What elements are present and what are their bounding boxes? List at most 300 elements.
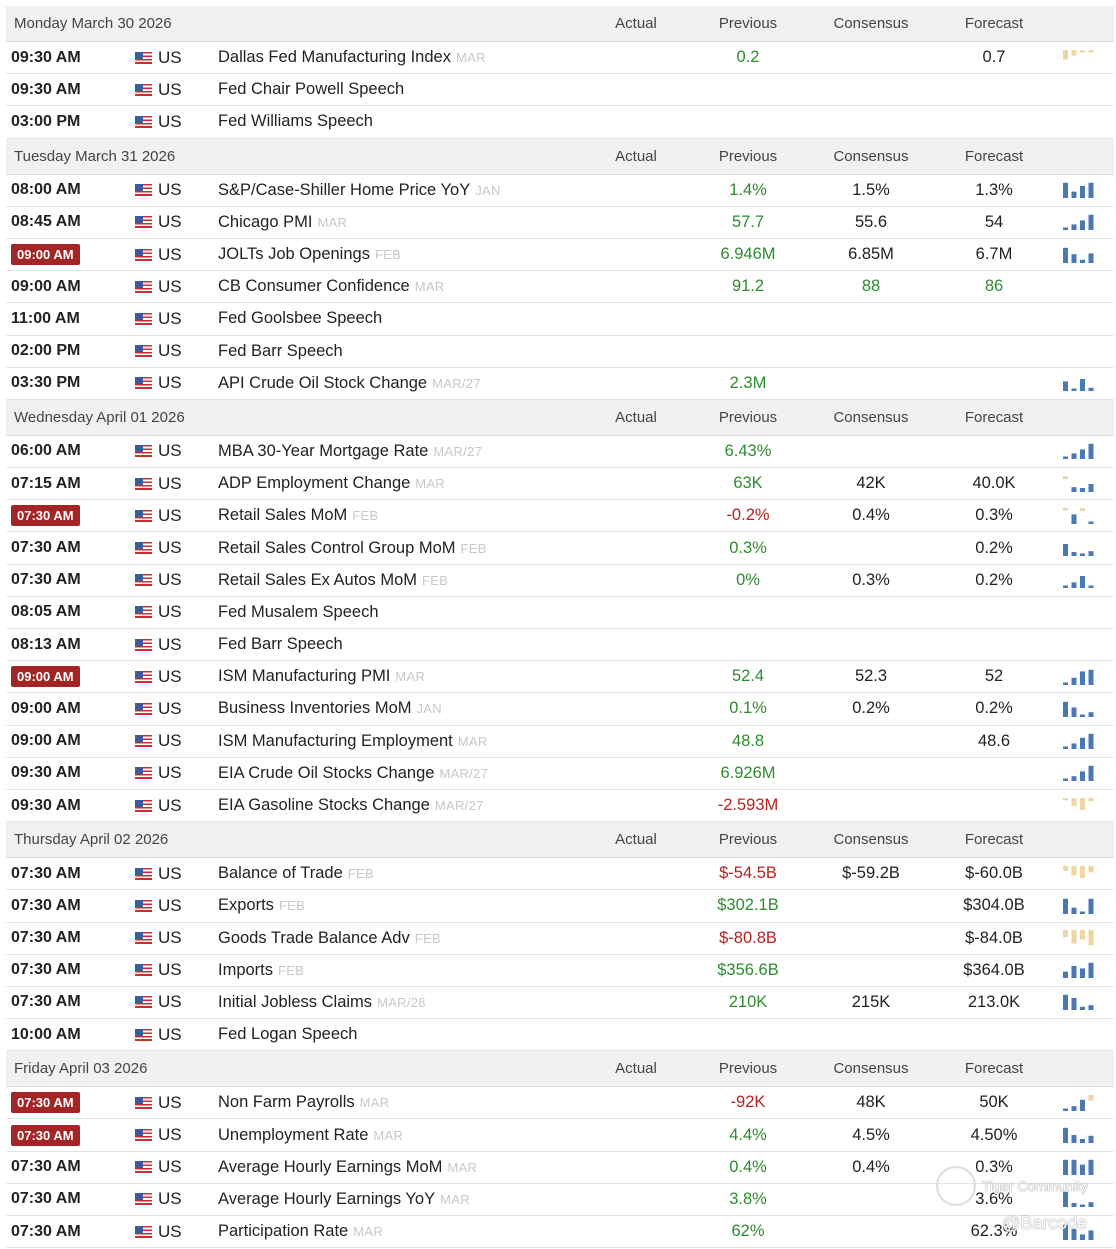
event-time: 09:30 AM (11, 764, 81, 782)
sparkline-chart[interactable] (1058, 1119, 1098, 1150)
event-name (218, 468, 445, 499)
sparkline-chart[interactable] (1058, 336, 1098, 367)
event-period: FEB (347, 866, 374, 882)
us-flag-icon (135, 790, 152, 821)
us-flag-icon (135, 1087, 152, 1118)
day-header (6, 139, 1114, 175)
sparkline-bar (1063, 995, 1068, 1010)
sparkline-bar (1063, 382, 1068, 392)
consensus-value (821, 890, 921, 921)
sparkline-bar (1080, 259, 1085, 262)
sparkline-bar (1080, 671, 1085, 685)
previous-value (698, 74, 798, 105)
event-name (218, 368, 481, 399)
event-row[interactable] (6, 790, 1114, 822)
sparkline-svg (1061, 796, 1095, 816)
consensus-value: 88 (861, 277, 881, 296)
sparkline-bar (1063, 508, 1068, 511)
event-country: US (158, 731, 182, 751)
forecast-value: 0.2% (975, 538, 1013, 557)
event-country: US (158, 373, 182, 393)
sparkline-chart[interactable] (1058, 890, 1098, 921)
us-flag-icon (135, 303, 152, 334)
event-time: 09:30 AM (11, 48, 81, 66)
event-name (218, 629, 343, 660)
us-flag-icon (135, 532, 152, 563)
event-name (218, 987, 426, 1018)
sparkline-svg (1061, 245, 1095, 265)
col-header-consensus: Consensus (833, 408, 909, 426)
event-row[interactable] (6, 106, 1114, 138)
event-name (218, 955, 304, 986)
us-flag-icon (135, 239, 152, 270)
flag-shape (135, 52, 152, 64)
previous-value: -2.593M (717, 796, 779, 815)
flag-shape (135, 281, 152, 293)
event-name-text[interactable]: Unemployment Rate (218, 1125, 369, 1144)
event-name-text[interactable]: Fed Logan Speech (218, 1025, 358, 1044)
sparkline-bar (1072, 1203, 1077, 1207)
forecast-value: 48.6 (977, 731, 1011, 750)
event-name-text[interactable]: Fed Goolsbee Speech (218, 309, 383, 328)
forecast-value: 0.3% (975, 1157, 1013, 1176)
event-name-text[interactable]: Chicago PMI (218, 212, 313, 231)
actual-value (596, 858, 676, 889)
event-country: US (158, 698, 182, 718)
sparkline-chart[interactable] (1058, 271, 1098, 302)
consensus-value: 52.3 (854, 667, 888, 686)
event-name-text[interactable]: Imports (218, 960, 274, 979)
event-row[interactable] (6, 1019, 1114, 1051)
event-time: 07:30 AM (11, 539, 81, 557)
col-header-previous: Previous (718, 1060, 778, 1078)
sparkline-bar (1072, 225, 1077, 231)
sparkline-chart[interactable] (1058, 436, 1098, 467)
us-flag-icon (135, 436, 152, 467)
sparkline-bar (1089, 899, 1094, 914)
sparkline-chart[interactable] (1058, 106, 1098, 137)
sparkline-chart[interactable] (1058, 42, 1098, 73)
consensus-value (821, 629, 921, 660)
previous-value: 0.4% (729, 1157, 767, 1176)
sparkline-bar (1089, 734, 1094, 749)
event-name-text[interactable]: MBA 30-Year Mortgage Rate (218, 441, 429, 460)
event-name (218, 923, 441, 954)
event-name-text[interactable]: S&P/Case-Shiller Home Price YoY (218, 180, 471, 199)
event-name-text[interactable]: Fed Williams Speech (218, 112, 373, 131)
sparkline-bar (1072, 707, 1077, 717)
sparkline-chart[interactable] (1058, 955, 1098, 986)
previous-value: 52.4 (731, 667, 765, 686)
event-name-text[interactable]: Goods Trade Balance Adv (218, 928, 410, 947)
consensus-value: 4.5% (852, 1125, 890, 1144)
sparkline-svg (1061, 506, 1095, 526)
sparkline-bar (1089, 484, 1094, 492)
event-period: FEB (352, 508, 379, 524)
event-row[interactable] (6, 271, 1114, 303)
sparkline-svg (1061, 667, 1095, 687)
actual-value (596, 1019, 676, 1050)
col-header-consensus: Consensus (833, 831, 909, 849)
consensus-value: $-59.2B (842, 864, 900, 883)
consensus-value: 48K (856, 1093, 886, 1112)
forecast-value (944, 597, 1044, 628)
sparkline-chart[interactable] (1058, 597, 1098, 628)
consensus-value (821, 368, 921, 399)
sparkline-chart[interactable] (1058, 468, 1098, 499)
sparkline-svg (1061, 474, 1095, 494)
event-row[interactable] (6, 42, 1114, 74)
sparkline-chart[interactable] (1058, 987, 1098, 1018)
sparkline-svg (1061, 864, 1095, 884)
event-country: US (158, 341, 182, 361)
event-period: FEB (422, 572, 449, 588)
event-name (218, 565, 448, 596)
event-time: 06:00 AM (11, 442, 81, 460)
flag-shape (135, 1097, 152, 1109)
event-name-text[interactable]: Average Hourly Earnings MoM (218, 1157, 443, 1176)
sparkline-bar (1063, 586, 1068, 589)
col-header-forecast: Forecast (964, 408, 1024, 426)
forecast-value (944, 629, 1044, 660)
actual-value (596, 1216, 676, 1247)
sparkline-bar (1080, 1205, 1085, 1208)
event-name (218, 726, 488, 757)
event-row[interactable] (6, 207, 1114, 239)
col-header-forecast: Forecast (964, 147, 1024, 165)
event-country: US (158, 212, 182, 232)
sparkline-bar (1089, 183, 1094, 198)
event-row[interactable] (6, 758, 1114, 790)
us-flag-icon (135, 1184, 152, 1215)
event-name (218, 74, 404, 105)
forecast-value (944, 106, 1044, 137)
economic-calendar (6, 6, 1114, 1248)
event-row[interactable] (6, 693, 1114, 725)
event-country: US (158, 992, 182, 1012)
consensus-value: 0.4% (852, 506, 890, 525)
event-country: US (158, 1157, 182, 1177)
event-name-text[interactable]: Fed Musalem Speech (218, 602, 379, 621)
sparkline-chart[interactable] (1058, 565, 1098, 596)
flag-shape (135, 868, 152, 880)
us-flag-icon (135, 336, 152, 367)
us-flag-icon (135, 955, 152, 986)
us-flag-icon (135, 758, 152, 789)
sparkline-bar (1080, 911, 1085, 914)
sparkline-bar (1080, 488, 1085, 492)
event-country: US (158, 505, 182, 525)
event-name-text[interactable]: ISM Manufacturing Employment (218, 731, 453, 750)
event-time: 07:30 AM (11, 929, 81, 947)
sparkline-chart[interactable] (1058, 629, 1098, 660)
sparkline-chart[interactable] (1058, 500, 1098, 531)
time-badge: 09:00 AM (11, 666, 80, 687)
event-row[interactable] (6, 890, 1114, 922)
previous-value: $-54.5B (719, 864, 777, 883)
us-flag-icon (135, 1216, 152, 1247)
previous-value: 57.7 (731, 212, 765, 231)
event-row[interactable] (6, 955, 1114, 987)
event-row[interactable] (6, 661, 1114, 693)
event-row[interactable] (6, 336, 1114, 368)
event-name-text[interactable]: JOLTs Job Openings (218, 245, 370, 264)
us-flag-icon (135, 858, 152, 889)
sparkline-chart[interactable] (1058, 303, 1098, 334)
event-period: MAR (317, 214, 348, 230)
event-name-text[interactable]: Balance of Trade (218, 864, 343, 883)
event-time: 07:30 AM (11, 864, 81, 882)
event-time: 07:30 AM (11, 1158, 81, 1176)
event-country: US (158, 863, 182, 883)
sparkline-bar (1072, 192, 1077, 198)
sparkline-chart[interactable] (1058, 726, 1098, 757)
previous-value: $356.6B (717, 960, 779, 979)
event-row[interactable] (6, 368, 1114, 400)
sparkline-bar (1072, 1106, 1077, 1111)
event-country: US (158, 180, 182, 200)
sparkline-bar (1089, 798, 1094, 801)
actual-value (596, 1152, 676, 1183)
event-name-text[interactable]: Initial Jobless Claims (218, 992, 373, 1011)
col-header-actual: Actual (615, 147, 657, 165)
event-row[interactable] (6, 858, 1114, 890)
event-name-text[interactable]: Fed Barr Speech (218, 635, 343, 654)
sparkline-chart[interactable] (1058, 790, 1098, 821)
consensus-value: 0.4% (852, 1157, 890, 1176)
sparkline-bar (1072, 744, 1077, 750)
event-name-text[interactable]: Participation Rate (218, 1222, 349, 1241)
sparkline-chart[interactable] (1058, 532, 1098, 563)
sparkline-chart[interactable] (1058, 923, 1098, 954)
event-name-text[interactable]: Exports (218, 896, 274, 915)
us-flag-icon (135, 42, 152, 73)
sparkline-svg (1061, 1157, 1095, 1177)
day-date: Tuesday March 31 2026 (14, 147, 176, 165)
event-name-text[interactable]: Fed Barr Speech (218, 341, 343, 360)
forecast-value (944, 758, 1044, 789)
sparkline-svg (1061, 441, 1095, 461)
event-row[interactable] (6, 565, 1114, 597)
event-row[interactable] (6, 923, 1114, 955)
event-name (218, 239, 401, 270)
event-country: US (158, 960, 182, 980)
sparkline-svg (1061, 960, 1095, 980)
event-row[interactable] (6, 239, 1114, 271)
sparkline-svg (1061, 538, 1095, 558)
event-name-text[interactable]: Business Inventories MoM (218, 699, 412, 718)
day-date: Monday March 30 2026 (14, 15, 172, 32)
event-name-text[interactable]: Non Farm Payrolls (218, 1093, 355, 1112)
event-row[interactable] (6, 74, 1114, 106)
sparkline-bar (1089, 1006, 1094, 1011)
sparkline-bar (1080, 866, 1085, 878)
col-header-previous: Previous (718, 831, 778, 849)
event-period: MAR (395, 669, 426, 685)
event-name-text[interactable]: CB Consumer Confidence (218, 277, 410, 296)
event-period: MAR (447, 1159, 478, 1175)
event-name-text[interactable]: ISM Manufacturing PMI (218, 667, 391, 686)
actual-value (596, 303, 676, 334)
event-time: 07:30 AM (11, 1190, 81, 1208)
us-flag-icon (135, 106, 152, 137)
event-country: US (158, 1092, 182, 1112)
flag-shape (135, 703, 152, 715)
event-country: US (158, 928, 182, 948)
event-country: US (158, 795, 182, 815)
sparkline-bar (1080, 1234, 1085, 1240)
us-flag-icon (135, 923, 152, 954)
sparkline-svg (1061, 928, 1095, 948)
col-header-actual: Actual (615, 408, 657, 426)
actual-value (596, 271, 676, 302)
event-period: MAR (457, 733, 488, 749)
previous-value: 0.2 (736, 48, 760, 67)
event-row[interactable] (6, 629, 1114, 661)
flag-shape (135, 1161, 152, 1173)
previous-value (698, 303, 798, 334)
actual-value (596, 890, 676, 921)
actual-value (596, 436, 676, 467)
sparkline-bar (1072, 998, 1077, 1010)
event-name-text[interactable]: Retail Sales Control Group MoM (218, 538, 456, 557)
flag-shape (135, 964, 152, 976)
forecast-value: 0.2% (975, 570, 1013, 589)
sparkline-chart[interactable] (1058, 175, 1098, 206)
event-row[interactable] (6, 1119, 1114, 1151)
event-name-text[interactable]: EIA Gasoline Stocks Change (218, 796, 430, 815)
col-header-previous: Previous (718, 147, 778, 165)
event-name (218, 271, 444, 302)
consensus-value (821, 436, 921, 467)
sparkline-bar (1089, 866, 1094, 872)
sparkline-bar (1072, 552, 1077, 556)
event-period: MAR (455, 50, 486, 66)
flag-shape (135, 1193, 152, 1205)
forecast-value (944, 74, 1044, 105)
event-name-text[interactable]: Fed Chair Powell Speech (218, 80, 405, 99)
col-header-consensus: Consensus (833, 147, 909, 165)
event-row[interactable] (6, 532, 1114, 564)
event-name-text[interactable]: Dallas Fed Manufacturing Index (218, 48, 451, 67)
sparkline-bar (1072, 454, 1077, 460)
consensus-value (821, 532, 921, 563)
previous-value: 6.946M (720, 245, 776, 264)
previous-value: 0.1% (729, 699, 767, 718)
flag-shape (135, 1029, 152, 1041)
consensus-value: 0.2% (852, 699, 890, 718)
event-row[interactable] (6, 303, 1114, 335)
event-name-text[interactable]: Retail Sales MoM (218, 506, 348, 525)
sparkline-svg (1061, 373, 1095, 393)
event-time (11, 1119, 80, 1150)
event-time: 02:00 PM (11, 342, 81, 360)
flag-shape (135, 1129, 152, 1141)
event-country: US (158, 308, 182, 328)
col-header-forecast: Forecast (964, 1060, 1024, 1078)
event-country: US (158, 570, 182, 590)
forecast-value: 1.3% (975, 180, 1013, 199)
sparkline-chart[interactable] (1058, 758, 1098, 789)
event-row[interactable] (6, 1087, 1114, 1119)
event-period: FEB (374, 247, 402, 263)
sparkline-bar (1072, 389, 1077, 392)
sparkline-chart[interactable] (1058, 693, 1098, 724)
event-name-text[interactable]: Average Hourly Earnings YoY (218, 1189, 436, 1208)
sparkline-bar (1072, 50, 1077, 56)
previous-value: 91.2 (731, 277, 765, 296)
col-header-consensus: Consensus (833, 15, 909, 32)
sparkline-bar (1089, 963, 1094, 978)
sparkline-chart[interactable] (1058, 1019, 1098, 1050)
sparkline-chart[interactable] (1058, 1087, 1098, 1118)
event-name (218, 42, 486, 73)
sparkline-bar (1080, 1100, 1085, 1111)
flag-shape (135, 313, 152, 325)
event-row[interactable] (6, 468, 1114, 500)
event-name (218, 1019, 357, 1050)
event-row[interactable] (6, 597, 1114, 629)
previous-value: -92K (730, 1093, 766, 1112)
event-period: MAR (440, 1191, 470, 1207)
sparkline-bar (1063, 1128, 1068, 1143)
us-flag-icon (135, 1019, 152, 1050)
event-name (218, 790, 484, 821)
event-country: US (158, 1125, 182, 1145)
sparkline-bar (1089, 1160, 1094, 1175)
sparkline-chart[interactable] (1058, 661, 1098, 692)
us-flag-icon (135, 565, 152, 596)
sparkline-bar (1072, 1135, 1077, 1143)
event-row[interactable] (6, 726, 1114, 758)
event-time: 07:30 AM (11, 571, 81, 589)
sparkline-chart[interactable] (1058, 858, 1098, 889)
event-name-text[interactable]: EIA Crude Oil Stocks Change (218, 763, 435, 782)
event-country: US (158, 763, 182, 783)
sparkline-chart[interactable] (1058, 368, 1098, 399)
sparkline-bar (1072, 583, 1077, 589)
flag-shape (135, 116, 152, 128)
sparkline-chart[interactable] (1058, 239, 1098, 270)
event-row[interactable] (6, 987, 1114, 1019)
event-row[interactable] (6, 175, 1114, 207)
sparkline-svg (1061, 1093, 1095, 1113)
actual-value (596, 923, 676, 954)
col-header-forecast: Forecast (964, 831, 1024, 849)
event-name-text[interactable]: ADP Employment Change (218, 474, 411, 493)
event-row[interactable] (6, 500, 1114, 532)
sparkline-bar (1072, 798, 1077, 806)
consensus-value (821, 1184, 921, 1215)
event-country: US (158, 666, 182, 686)
actual-value (596, 1087, 676, 1118)
event-name-text[interactable]: Retail Sales Ex Autos MoM (218, 570, 417, 589)
event-name (218, 336, 343, 367)
event-name-text[interactable]: API Crude Oil Stock Change (218, 373, 428, 392)
consensus-value: 1.5% (852, 180, 890, 199)
event-period: FEB (278, 898, 306, 914)
previous-value: 6.43% (724, 441, 772, 460)
sparkline-chart[interactable] (1058, 207, 1098, 238)
consensus-value (821, 955, 921, 986)
sparkline-chart[interactable] (1058, 74, 1098, 105)
col-header-actual: Actual (615, 15, 657, 32)
event-row[interactable] (6, 1216, 1114, 1248)
event-row[interactable] (6, 436, 1114, 468)
consensus-value: 0.3% (852, 570, 890, 589)
previous-value: 2.3M (729, 373, 767, 392)
event-country: US (158, 895, 182, 915)
